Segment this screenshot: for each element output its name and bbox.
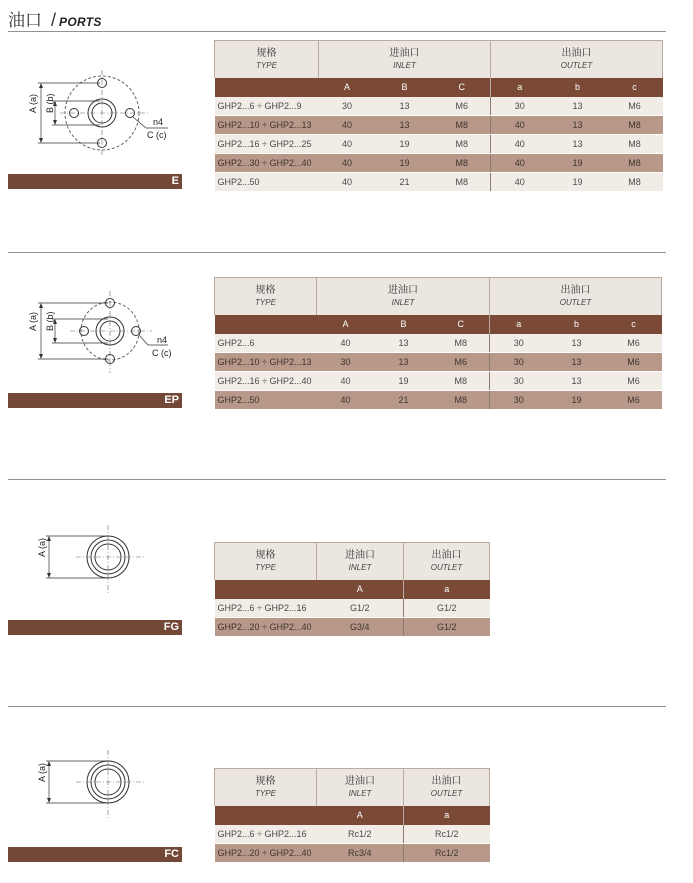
port-diagram-fc — [8, 741, 188, 836]
subheader-row: A a — [215, 580, 490, 599]
label-b: B (b) — [45, 311, 55, 331]
title-slash: / — [51, 10, 57, 30]
label-a: A (a) — [28, 93, 38, 113]
flange-diagram-e — [8, 62, 188, 167]
title-rule — [8, 31, 666, 32]
type-header: 规格 TYPE — [215, 278, 317, 315]
ports-table-ep — [214, 277, 662, 410]
label-n4: n4 — [153, 117, 164, 127]
table-row: GHP2...6 40 13 M8 30 13 M6 — [215, 334, 662, 353]
label-n4: n4 — [157, 335, 168, 345]
ports-table-e — [214, 40, 663, 192]
table-row: GHP2...6 ÷ GHP2...16 G1/2 G1/2 — [215, 599, 490, 618]
section-code-ep: EP — [8, 393, 182, 408]
type-header: 规格 TYPE — [215, 41, 319, 78]
label-a: A (a) — [37, 762, 47, 782]
subheader-row: A B C a b c — [215, 315, 662, 334]
section-divider — [8, 706, 666, 707]
inlet-header: 进油口 INLET — [317, 543, 404, 580]
section-code-fg: FG — [8, 620, 182, 635]
outlet-header: 出油口 OUTLET — [404, 769, 490, 806]
title-cn: 油口 — [8, 11, 42, 31]
table-row: GHP2...20 ÷ GHP2...40 G3/4 G1/2 — [215, 617, 490, 636]
subheader-row: A B C a b c — [215, 78, 663, 97]
outlet-header: 出油口 OUTLET — [491, 41, 663, 78]
outlet-header: 出油口 OUTLET — [404, 543, 490, 580]
page-title — [8, 6, 102, 30]
table-row: GHP2...6 ÷ GHP2...9 30 13 M6 30 13 M6 — [215, 97, 663, 116]
table-row: GHP2...20 ÷ GHP2...40 Rc3/4 Rc1/2 — [215, 843, 490, 862]
section-code-fc: FC — [8, 847, 182, 862]
label-b: B (b) — [45, 93, 55, 113]
section-divider — [8, 252, 666, 253]
outlet-header: 出油口 OUTLET — [490, 278, 662, 315]
table-row: GHP2...10 ÷ GHP2...13 40 13 M8 40 13 M8 — [215, 115, 663, 134]
type-header: 规格 TYPE — [215, 543, 317, 580]
label-a: A (a) — [28, 311, 38, 331]
title-en: PORTS — [59, 15, 102, 29]
subheader-row: A a — [215, 806, 490, 825]
table-row: GHP2...50 40 21 M8 30 19 M6 — [215, 390, 662, 409]
ports-table-fc — [214, 768, 490, 863]
section-code-e: E — [8, 174, 182, 189]
section-divider — [8, 479, 666, 480]
ports-table-fg — [214, 542, 490, 637]
inlet-header: 进油口 INLET — [317, 769, 404, 806]
table-row: GHP2...10 ÷ GHP2...13 30 13 M6 30 13 M6 — [215, 352, 662, 371]
table-row: GHP2...6 ÷ GHP2...16 Rc1/2 Rc1/2 — [215, 825, 490, 844]
flange-diagram-ep — [8, 283, 188, 388]
table-row: GHP2...16 ÷ GHP2...40 40 19 M8 30 13 M6 — [215, 371, 662, 390]
label-c: C (c) — [147, 130, 167, 140]
table-row: GHP2...30 ÷ GHP2...40 40 19 M8 40 19 M8 — [215, 153, 663, 172]
table-row: GHP2...16 ÷ GHP2...25 40 19 M8 40 13 M8 — [215, 134, 663, 153]
port-diagram-fg — [8, 515, 188, 610]
inlet-header: 进油口 INLET — [319, 41, 491, 78]
inlet-header: 进油口 INLET — [317, 278, 490, 315]
label-a: A (a) — [37, 537, 47, 557]
label-c: C (c) — [152, 348, 172, 358]
type-header: 规格 TYPE — [215, 769, 317, 806]
table-row: GHP2...50 40 21 M8 40 19 M8 — [215, 172, 663, 191]
